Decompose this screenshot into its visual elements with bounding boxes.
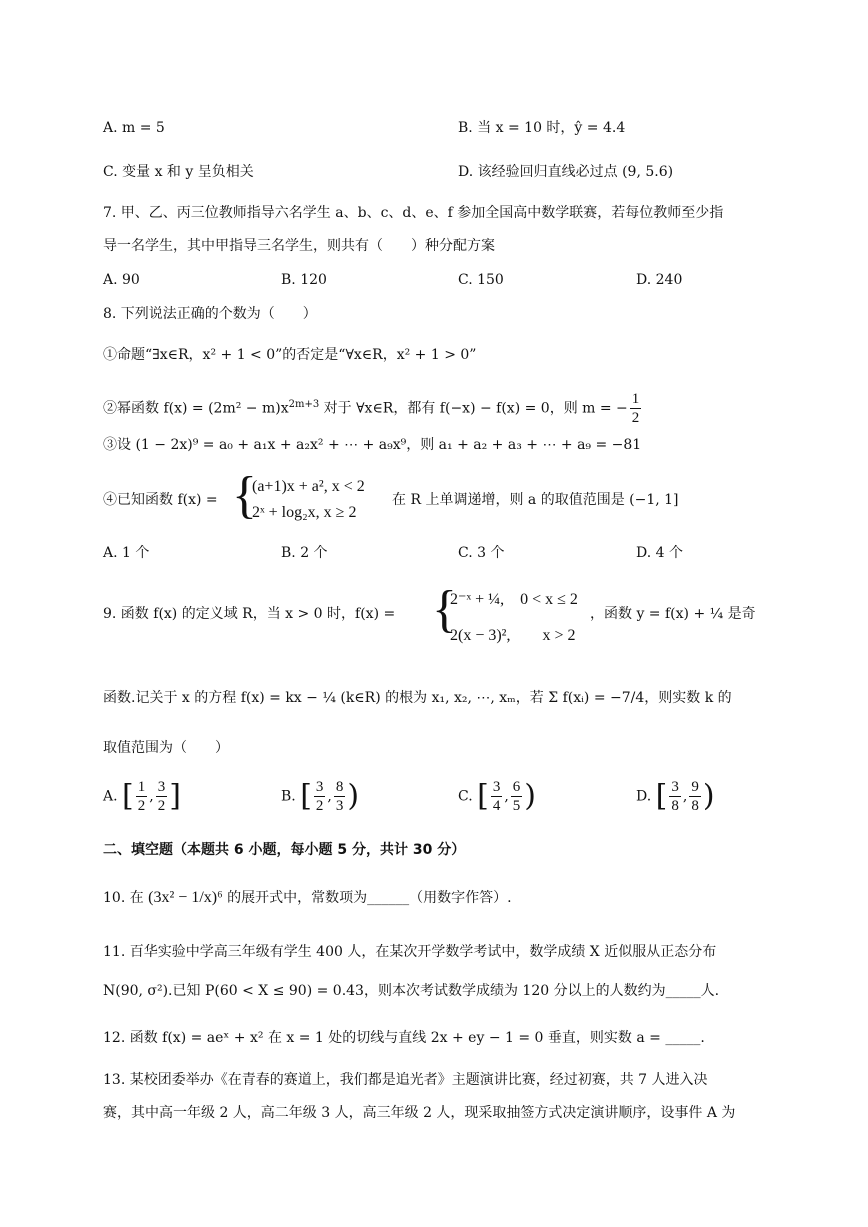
q9-option-c: C. [ $\frac{3}{4}$ , $\frac{6}{5}$ ) — [458, 778, 537, 814]
q8-statement-2: ②幂函数 $f(x) = (2m^2 - m)x^{2m+3}$ 对于 ∀x∈R，都有 f(−x) − f(x) = 0，则 m = − $\frac{1}{2}$ — [103, 391, 640, 426]
q8-case-2: 2ˣ + log₂x, x ≥ 2 — [252, 504, 357, 521]
q8-option-d: D. 4 个 — [636, 545, 683, 561]
q13-line2: 赛，其中高一年级 2 人，高二年级 3 人，高三年级 2 人，现采取抽签方式决定演讲顺序，设事件 A 为 — [103, 1105, 736, 1121]
q9-option-d: D. [ $\frac{3}{8}$ , $\frac{9}{8}$ ) — [636, 778, 715, 814]
q8-option-c: C. 3 个 — [458, 545, 505, 561]
q9-case-2: 2(x − 3)², x > 2 — [450, 627, 576, 644]
piecewise-brace: { — [432, 581, 457, 638]
piecewise-brace: { — [232, 467, 257, 524]
q8-case-1: (a+1)x + a², x < 2 — [252, 478, 365, 495]
q9-option-b: B. [ $\frac{3}{2}$ , $\frac{8}{3}$ ) — [281, 778, 360, 814]
q8-option-b: B. 2 个 — [281, 545, 328, 561]
q9-line1: 9. 函数 f(x) 的定义域 R，当 x > 0 时，f(x) = — [103, 606, 396, 622]
q10-stem: 10. 在 (3x² − 1/x)⁶ 的展开式中，常数项为______（用数字作答）. — [103, 889, 512, 906]
q6-option-a: A. m = 5 — [103, 120, 165, 136]
q7-option-a: A. 90 — [103, 272, 140, 288]
q7-stem-line2: 导一名学生，其中甲指导三名学生，则共有（ ）种分配方案 — [103, 238, 495, 254]
q8-stem: 8. 下列说法正确的个数为（ ） — [103, 306, 317, 322]
q6-option-b: B. 当 x = 10 时，ŷ = 4.4 — [458, 120, 626, 136]
q7-option-d: D. 240 — [636, 272, 683, 288]
section-heading: 二、填空题（本题共 6 小题，每小题 5 分，共计 30 分） — [103, 842, 466, 858]
q8-option-a: A. 1 个 — [103, 545, 150, 561]
q12-stem: 12. 函数 f(x) = aeˣ + x² 在 x = 1 处的切线与直线 2x + ey − 1 = 0 垂直，则实数 a = _____. — [103, 1030, 705, 1046]
q7-stem-line1: 7. 甲、乙、丙三位教师指导六名学生 a、b、c、d、e、f 参加全国高中数学联赛，若每位教师至少指 — [103, 205, 724, 221]
q7-option-b: B. 120 — [281, 272, 327, 288]
q6-option-d: D. 该经验回归直线必过点 (9, 5.6) — [458, 164, 674, 180]
q9-line1-tail: ，函数 y = f(x) + ¼ 是奇 — [590, 606, 756, 622]
q8-statement-4-tail: 在 R 上单调递增，则 a 的取值范围是 (−1, 1] — [392, 492, 679, 508]
q7-option-c: C. 150 — [458, 272, 504, 288]
q8-statement-1: ①命题“∃x∈R，x² + 1 < 0”的否定是“∀x∈R，x² + 1 > 0” — [103, 347, 477, 363]
q9-case-1: 2⁻ˣ + ¼, 0 < x ≤ 2 — [450, 591, 578, 608]
q9-line2: 函数.记关于 x 的方程 f(x) = kx − ¼ (k∈R) 的根为 x₁, x₂, ⋯, xₘ，若 Σ f(xᵢ) = −7/4，则实数 k 的 — [103, 690, 732, 706]
q9-line3: 取值范围为（ ） — [103, 740, 229, 756]
q8-statement-4: ④已知函数 f(x) = — [103, 492, 218, 508]
q11-line2: N(90, σ²).已知 P(60 < X ≤ 90) = 0.43，则本次考试数学成绩为 120 分以上的人数约为_____人. — [103, 983, 720, 999]
q9-option-a: A. [ $\frac{1}{2}$ , $\frac{3}{2}$ ] — [103, 778, 181, 814]
q8-statement-3: ③设 (1 − 2x)⁹ = a₀ + a₁x + a₂x² + ⋯ + a₉x⁹，则 a₁ + a₂ + a₃ + ⋯ + a₉ = −81 — [103, 437, 642, 453]
q13-line1: 13. 某校团委举办《在青春的赛道上，我们都是追光者》主题演讲比赛，经过初赛，共 7 人进入决 — [103, 1072, 708, 1088]
q11-line1: 11. 百华实验中学高三年级有学生 400 人，在某次开学数学考试中，数学成绩 X 近似服从正态分布 — [103, 944, 717, 960]
q6-option-c: C. 变量 x 和 y 呈负相关 — [103, 164, 254, 180]
